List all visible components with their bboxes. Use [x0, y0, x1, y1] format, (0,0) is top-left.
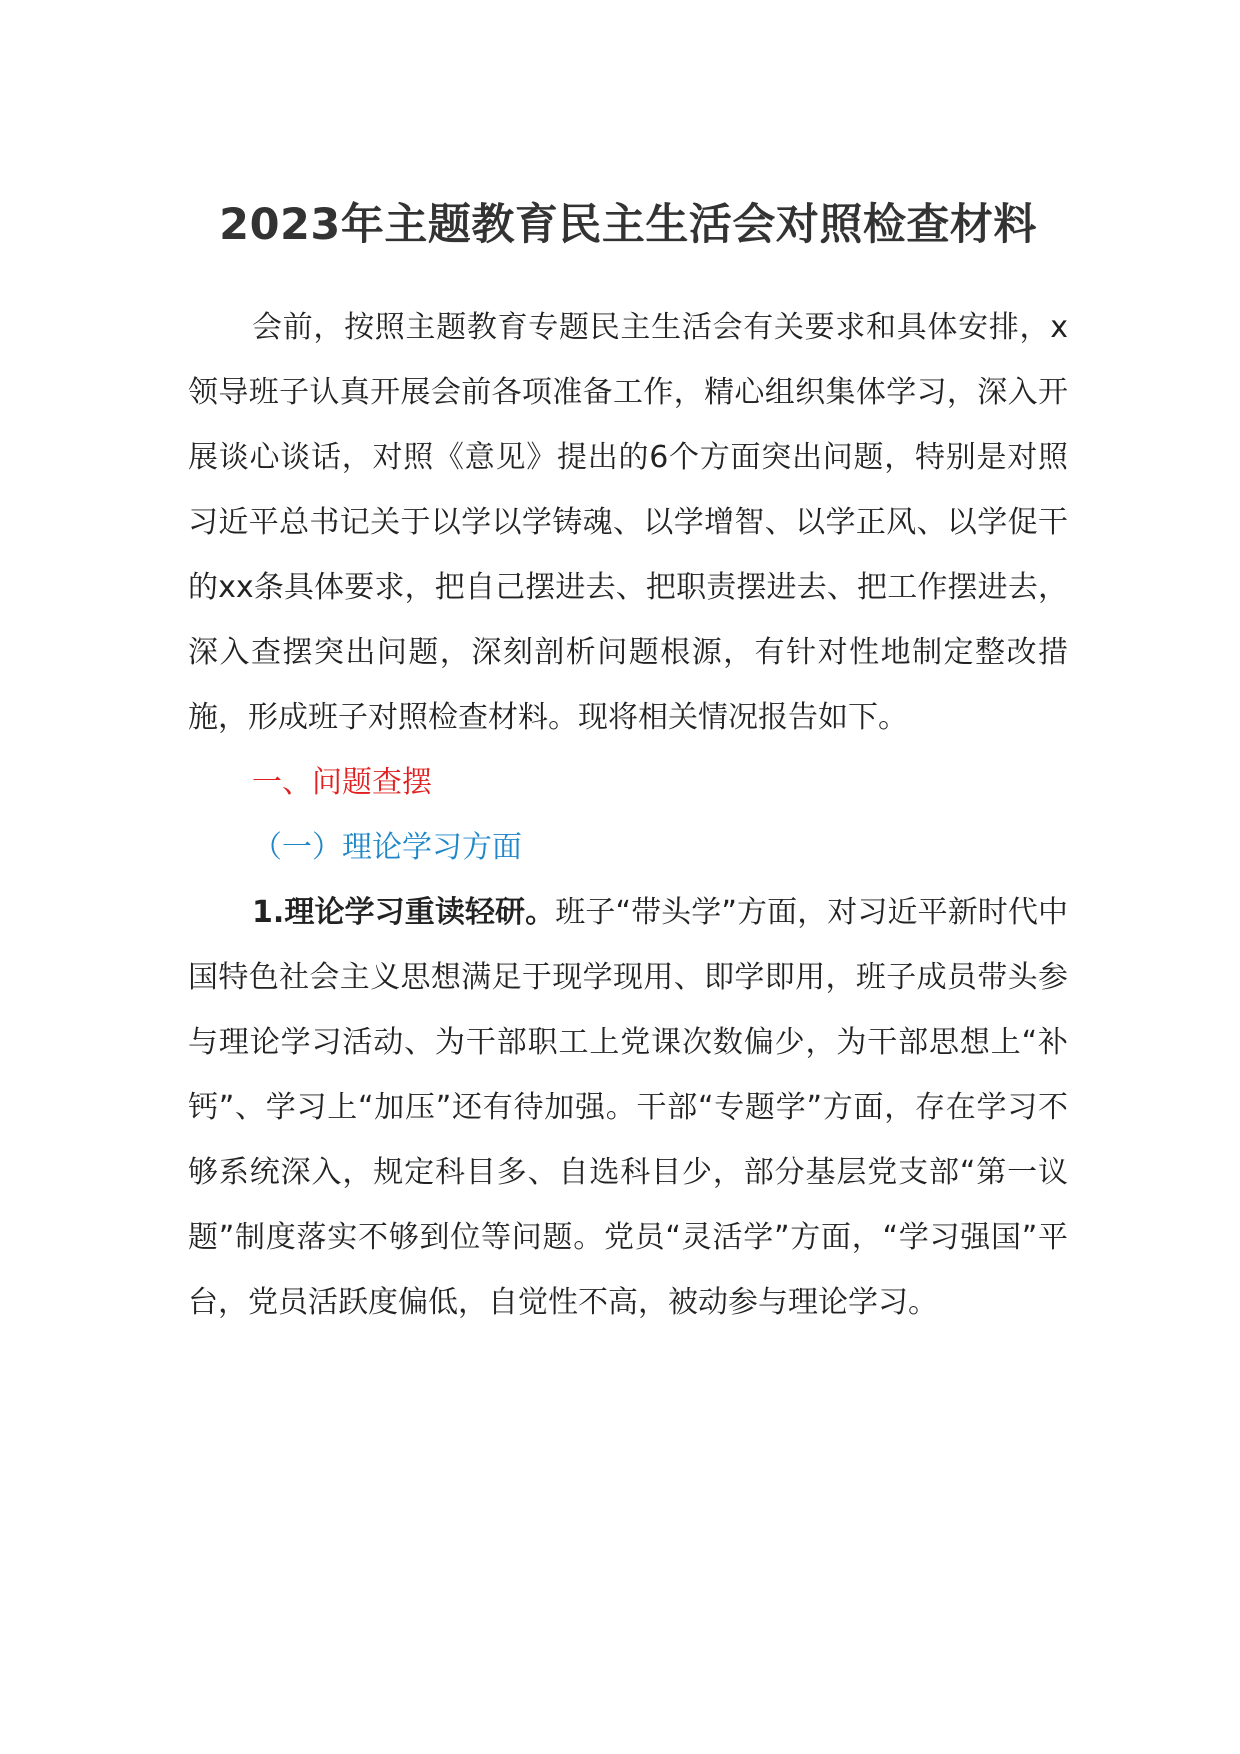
item-1-body: 班子“带头学”方面，对习近平新时代中国特色社会主义思想满足于现学现用、即学即用，班子成员带头参与理论学习活动、为干部职工上党课次数偏少，为干部思想上“补钙”、学习上“加压”还有待加强。干部“专题学”方面，存在学习不够系统深入，规定科目多、自选科目少，部分基层党支部“第一议题”制度落实不够到位等问题。党员“灵活学”方面，“学习强国”平台，党员活跃度偏低，自觉性不高，被动参与理论学习。: [188, 895, 1068, 1320]
document-title: 2023年主题教育民主生活会对照检查材料: [219, 200, 1037, 250]
section-heading: 一、问题查摆: [252, 765, 432, 800]
subsection-heading: （一）理论学习方面: [252, 830, 522, 865]
item-1-paragraph: [188, 880, 1068, 1335]
item-1-lead: 1.理论学习重读轻研。: [252, 895, 556, 930]
document-content: [188, 193, 1068, 1335]
intro-paragraph: 会前，按照主题教育专题民主生活会有关要求和具体安排，x领导班子认真开展会前各项准备工作，精心组织集体学习，深入开展谈心谈话，对照《意见》提出的6个方面突出问题，特别是对照习近平总书记关于以学以学铸魂、以学增智、以学正风、以学促干的xx条具体要求，把自己摆进去、把职责摆进去、把工作摆进去，深入查摆突出问题，深刻剖析问题根源，有针对性地制定整改措施，形成班子对照检查材料。现将相关情况报告如下。: [188, 310, 1068, 735]
